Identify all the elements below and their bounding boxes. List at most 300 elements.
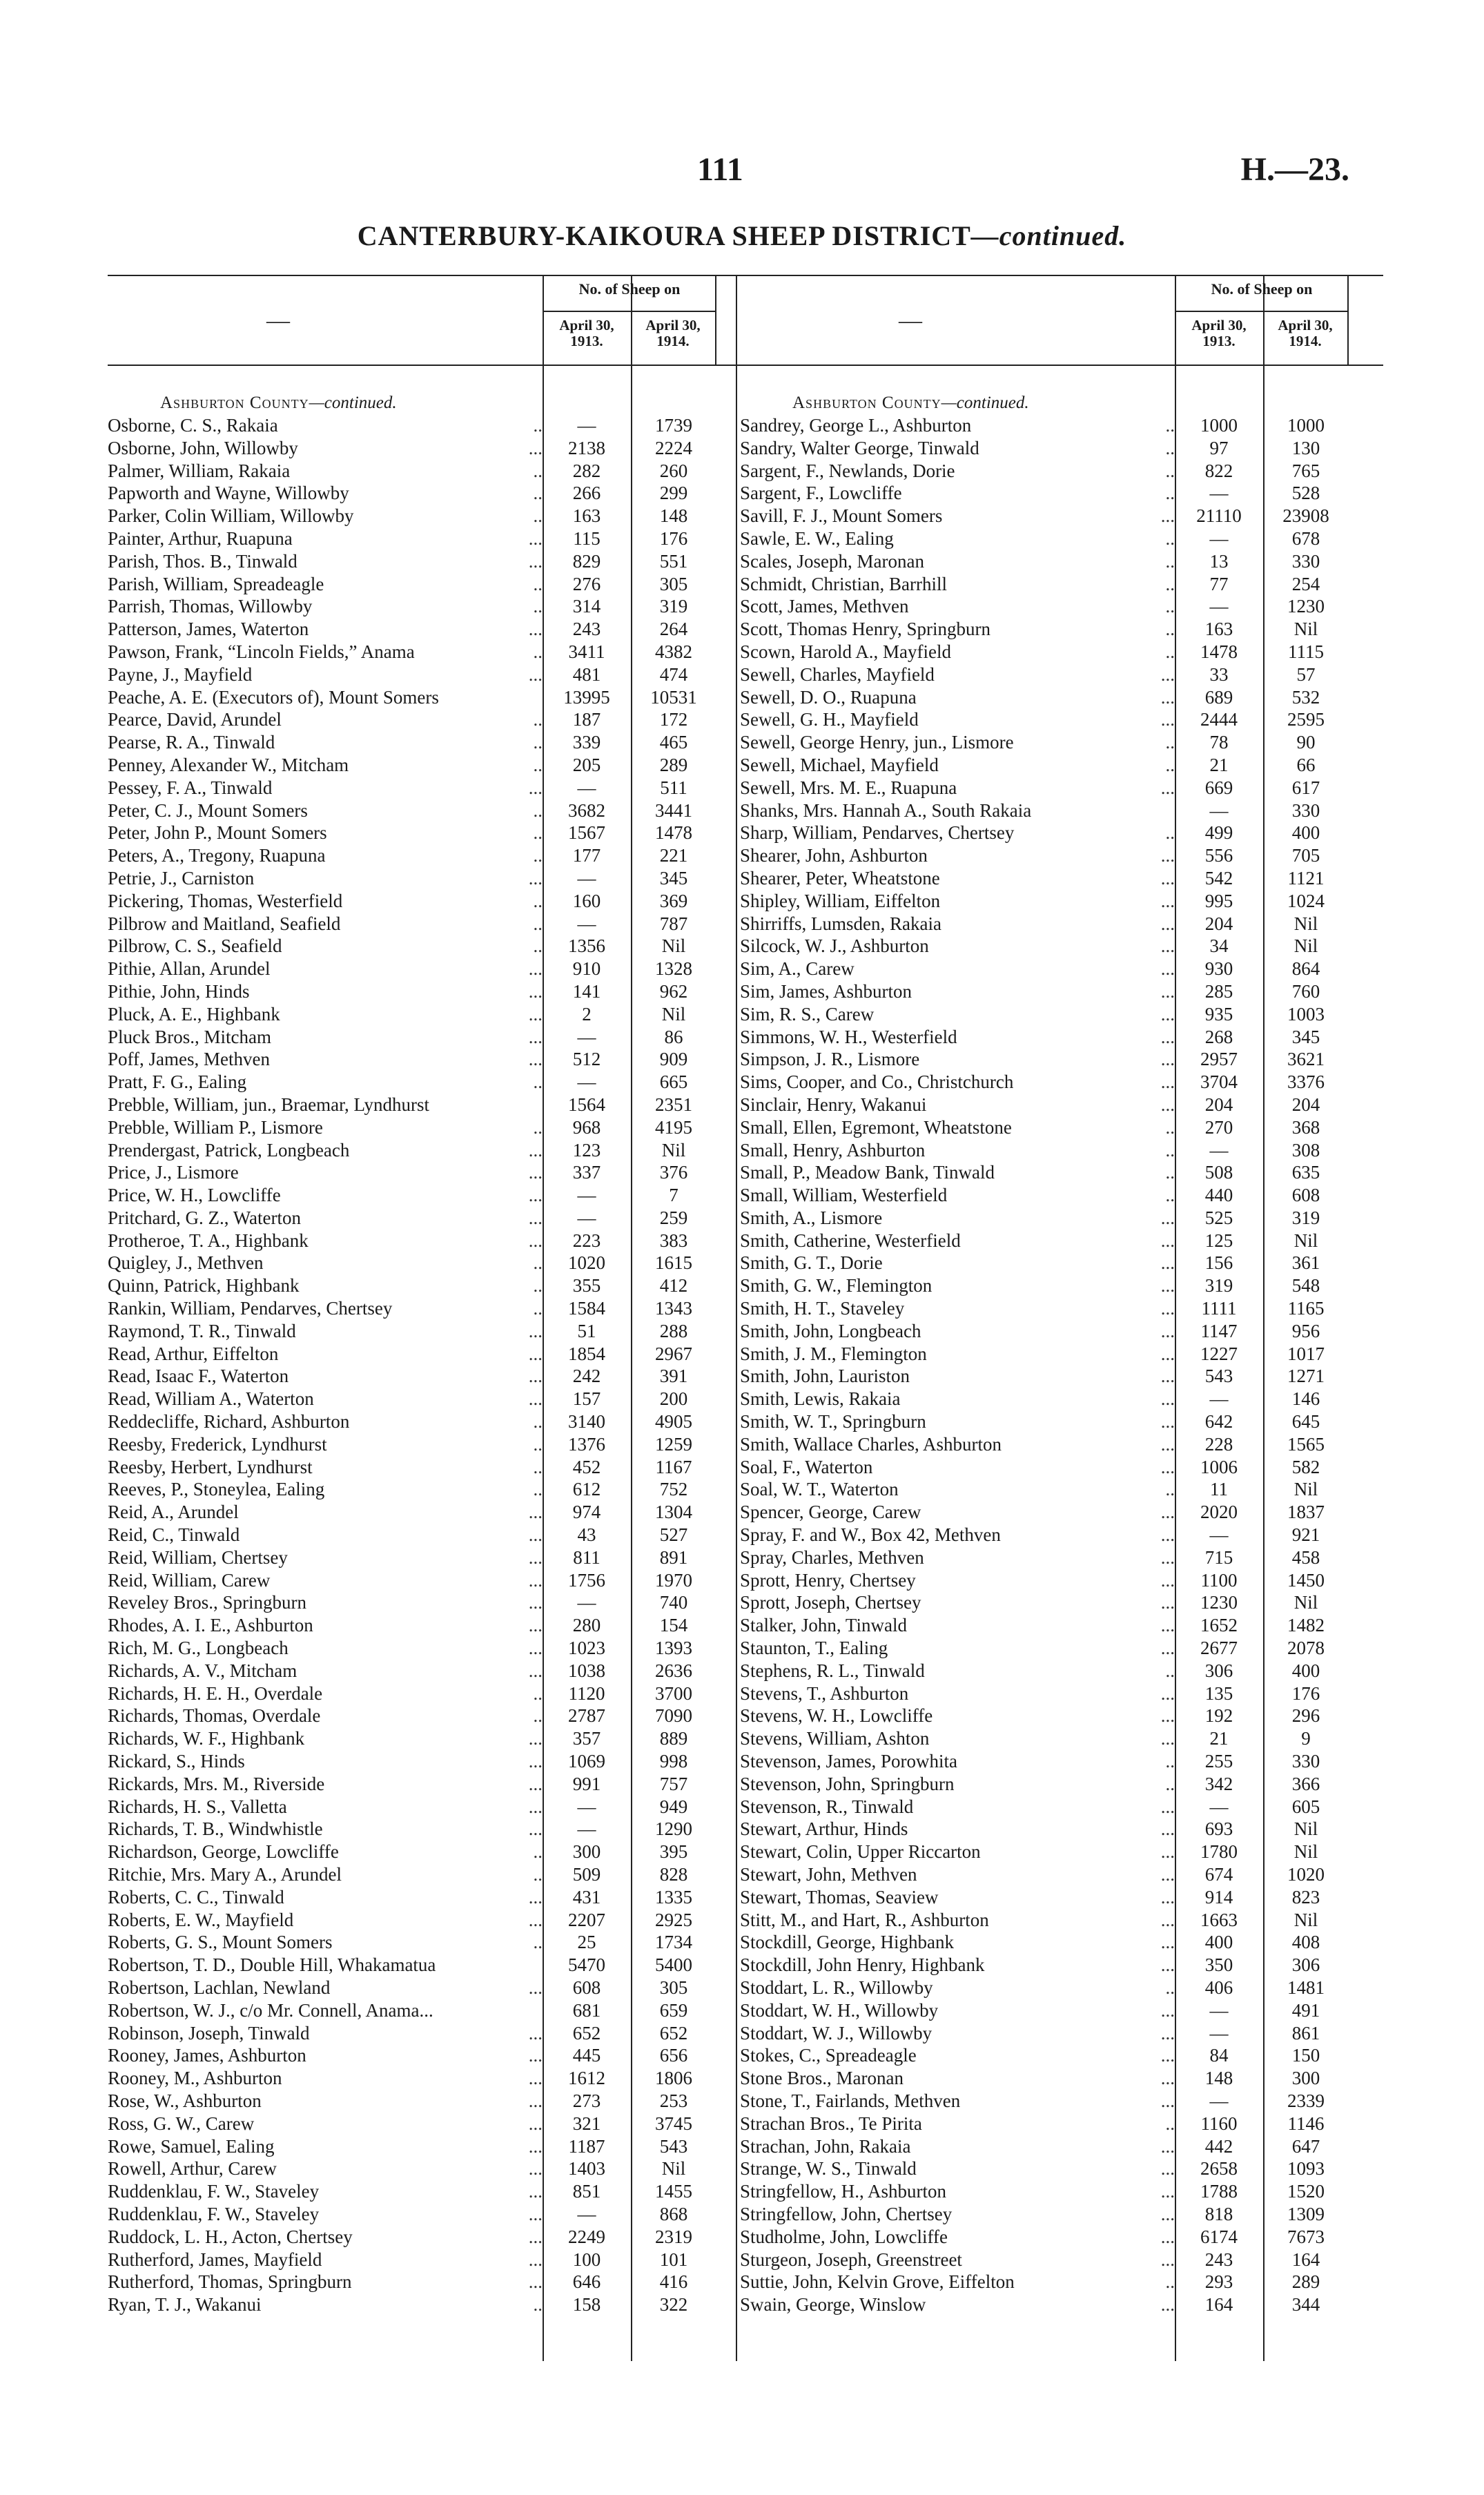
sheep-1914: 1271 <box>1287 1366 1325 1387</box>
owner-name: Simpson, J. R., Lismore <box>740 1049 920 1070</box>
sheep-1913: 512 <box>572 1049 601 1070</box>
table-row <box>108 1230 751 1252</box>
table-row <box>108 1682 751 1705</box>
leader-dots: ... <box>1160 1909 1175 1930</box>
table-row <box>108 1274 751 1297</box>
sheep-1914: 259 <box>659 1207 688 1228</box>
sheep-1914: 656 <box>659 2045 688 2066</box>
sheep-1913: 612 <box>572 1479 601 1500</box>
leader-dots: ... <box>1160 1524 1175 1546</box>
table-row <box>108 2067 751 2090</box>
owner-name: Petrie, J., Carniston <box>108 867 255 889</box>
table-row <box>740 1909 1383 1932</box>
sheep-1913: 851 <box>572 2181 601 2202</box>
sheep-1914: 491 <box>1291 1999 1320 2021</box>
sheep-1913: 319 <box>1204 1275 1233 1297</box>
sheep-1914: 608 <box>1291 1185 1320 1206</box>
sheep-1914: 4195 <box>655 1116 692 1138</box>
sheep-1913: 1000 <box>1200 415 1238 436</box>
owner-name: Quigley, J., Methven <box>108 1252 264 1274</box>
table-row <box>108 2022 751 2045</box>
owner-name: Stevens, William, Ashton <box>740 1728 930 1749</box>
leader-dots: .. <box>1165 1977 1175 1998</box>
owner-name: Stewart, John, Methven <box>740 1864 917 1885</box>
leader-dots: ... <box>1160 2294 1175 2316</box>
sheep-1914: 2967 <box>655 1343 692 1364</box>
leader-dots: ... <box>1160 2203 1175 2224</box>
sheep-1914: 322 <box>659 2294 688 2316</box>
owner-name: Peters, A., Tregony, Ruapuna <box>108 845 326 866</box>
sheep-1913: 157 <box>572 1388 601 1410</box>
table-row <box>740 1591 1383 1614</box>
leader-dots: ... <box>1160 1638 1175 1659</box>
owner-name: Osborne, C. S., Rakaia <box>108 415 278 436</box>
sheep-1914: 1393 <box>655 1638 692 1659</box>
leader-dots: ... <box>1160 2135 1175 2157</box>
sheep-1914: 319 <box>659 596 688 617</box>
leader-dots: .. <box>1165 2113 1175 2134</box>
sheep-1914: 665 <box>659 1071 688 1093</box>
owner-name: Sargent, F., Newlands, Dorie <box>740 460 955 481</box>
sheep-1913: 2138 <box>568 437 605 458</box>
sheep-1913: 243 <box>572 619 601 640</box>
table-row <box>108 2113 751 2135</box>
sheep-1914: 319 <box>1291 1207 1320 1228</box>
leader-dots: ... <box>528 527 543 549</box>
owner-name: Sinclair, Henry, Wakanui <box>740 1094 927 1115</box>
sheep-1914: 1165 <box>1287 1298 1325 1319</box>
table-row <box>108 1116 751 1139</box>
table-row <box>108 1184 751 1207</box>
sheep-1914: 330 <box>1291 799 1320 821</box>
table-row <box>740 1750 1383 1773</box>
table-row <box>108 754 751 777</box>
header-col-1913: April 30, 1913. <box>559 317 614 349</box>
sheep-1914: Nil <box>1293 619 1318 640</box>
table-row <box>108 1478 751 1501</box>
table-row <box>108 1343 751 1366</box>
owner-name: Raymond, T. R., Tinwald <box>108 1320 296 1341</box>
owner-name: Reid, William, Chertsey <box>108 1546 288 1568</box>
sheep-1913: 1100 <box>1200 1569 1238 1591</box>
sheep-1914: 7090 <box>655 1705 692 1727</box>
sheep-1914: 400 <box>1291 822 1320 844</box>
sheep-1913: 357 <box>572 1728 601 1749</box>
sheep-1913: 1756 <box>568 1569 605 1591</box>
leader-dots: .. <box>533 505 543 527</box>
sheep-1914: 511 <box>660 777 687 798</box>
leader-dots: ... <box>1160 1615 1175 1636</box>
sheep-1913: 100 <box>572 2249 601 2270</box>
sheep-1913: 51 <box>577 1320 596 1341</box>
leader-dots: .. <box>1165 2271 1175 2293</box>
sheep-1914: 253 <box>659 2090 688 2111</box>
owner-name: Suttie, John, Kelvin Grove, Eiffelton <box>740 2271 1015 2293</box>
sheep-1913: — <box>1209 2090 1229 2111</box>
sheep-1913: — <box>577 1796 596 1817</box>
leader-dots: .. <box>1165 460 1175 481</box>
owner-name: Rowe, Samuel, Ealing <box>108 2135 275 2157</box>
owner-name: Parish, William, Spreadeagle <box>108 573 324 594</box>
sheep-1913: 350 <box>1204 1954 1233 1976</box>
owner-name: Pluck Bros., Mitcham <box>108 1026 271 1047</box>
owner-name: Richards, A. V., Mitcham <box>108 1660 297 1681</box>
table-row <box>108 1365 751 1388</box>
leader-dots: .. <box>533 1275 543 1297</box>
owner-name: Stringfellow, H., Ashburton <box>740 2181 946 2202</box>
owner-name: Sim, R. S., Carew <box>740 1003 875 1025</box>
sheep-1914: 2078 <box>1287 1638 1325 1659</box>
sheep-1913: 822 <box>1204 460 1233 481</box>
owner-name: Sewell, G. H., Mayfield <box>740 709 919 730</box>
sheep-1914: 264 <box>659 619 688 640</box>
sheep-1914: Nil <box>661 1003 686 1025</box>
table-row <box>740 867 1383 890</box>
sheep-1914: 949 <box>659 1796 688 1817</box>
sheep-1913: 995 <box>1204 890 1233 911</box>
sheep-1914: 956 <box>1291 1320 1320 1341</box>
table-row <box>740 1297 1383 1320</box>
sheep-1914: 635 <box>1291 1162 1320 1183</box>
owner-name: Sewell, Michael, Mayfield <box>740 754 939 775</box>
leader-dots: ... <box>1160 1682 1175 1704</box>
owner-name: Reesby, Frederick, Lyndhurst <box>108 1433 327 1455</box>
owner-name: Sim, James, Ashburton <box>740 980 912 1002</box>
sheep-1914: 408 <box>1291 1932 1320 1953</box>
sheep-1914: 1481 <box>1287 1977 1325 1998</box>
table-row <box>108 1207 751 1230</box>
sheep-1913: — <box>577 867 596 889</box>
table-row <box>740 1320 1383 1343</box>
table-row <box>740 1433 1383 1456</box>
leader-dots: ... <box>1160 2226 1175 2247</box>
sheep-1914: 150 <box>1291 2045 1320 2066</box>
leader-dots: ... <box>1160 2181 1175 2202</box>
leader-dots: ... <box>1160 1230 1175 1251</box>
table-row <box>740 799 1383 822</box>
sheep-1913: 646 <box>572 2271 601 2293</box>
table-row <box>740 686 1383 709</box>
sheep-1914: 86 <box>664 1026 683 1047</box>
leader-dots: ... <box>528 1049 543 1070</box>
sheep-1913: 266 <box>572 483 601 504</box>
table-row <box>740 482 1383 505</box>
owner-name: Small, Henry, Ashburton <box>740 1139 926 1161</box>
owner-name: Reid, A., Arundel <box>108 1502 239 1523</box>
leader-dots: ... <box>528 1728 543 1749</box>
table-row <box>740 1727 1383 1750</box>
sheep-1913: 268 <box>1204 1026 1233 1047</box>
leader-dots: .. <box>533 890 543 911</box>
leader-dots: ... <box>1160 1343 1175 1364</box>
sheep-1913: 276 <box>572 573 601 594</box>
table-row <box>740 1410 1383 1433</box>
leader-dots: .. <box>1165 754 1175 775</box>
owner-name: Parker, Colin William, Willowby <box>108 505 354 527</box>
owner-name: Read, Isaac F., Waterton <box>108 1366 289 1387</box>
table-row <box>108 1139 751 1162</box>
leader-dots: ... <box>1160 1705 1175 1727</box>
sheep-1914: 582 <box>1291 1456 1320 1477</box>
leader-dots: ... <box>528 2090 543 2111</box>
sheep-1914: 305 <box>659 573 688 594</box>
owner-name: Smith, Catherine, Westerfield <box>740 1230 961 1251</box>
sheep-1914: 3376 <box>1287 1071 1325 1093</box>
table-row <box>740 1705 1383 1727</box>
leader-dots: ... <box>528 1139 543 1161</box>
leader-dots: .. <box>1165 732 1175 753</box>
table-row <box>108 1705 751 1727</box>
leader-dots: .. <box>1165 1162 1175 1183</box>
table-row <box>108 2090 751 2113</box>
owner-name: Sewell, George Henry, jun., Lismore <box>740 732 1014 753</box>
table-row <box>740 1365 1383 1388</box>
table-row <box>108 1410 751 1433</box>
sheep-1914: 787 <box>659 913 688 934</box>
leader-dots: ... <box>528 777 543 798</box>
leader-dots: ... <box>528 867 543 889</box>
table-row <box>740 1071 1383 1094</box>
leader-dots: ... <box>528 1818 543 1840</box>
sheep-1914: 57 <box>1296 663 1316 685</box>
sheep-1913: 2957 <box>1200 1049 1238 1070</box>
table-row <box>108 1546 751 1569</box>
sheep-1913: 2677 <box>1200 1638 1238 1659</box>
table-row <box>108 573 751 596</box>
leader-dots: ... <box>528 1320 543 1341</box>
leader-dots: ... <box>528 1660 543 1681</box>
sheep-1914: 527 <box>659 1524 688 1546</box>
owner-name: Parish, Thos. B., Tinwald <box>108 550 297 572</box>
sheep-1914: 1290 <box>655 1818 692 1840</box>
sheep-1914: 391 <box>659 1366 688 1387</box>
table-row <box>740 2090 1383 2113</box>
sheep-1914: 458 <box>1291 1546 1320 1568</box>
owner-name: Stevenson, R., Tinwald <box>740 1796 914 1817</box>
owner-name: Scown, Harold A., Mayfield <box>740 641 951 662</box>
sheep-1913: 43 <box>577 1524 596 1546</box>
leader-dots: .. <box>533 483 543 504</box>
owner-name: Reeves, P., Stoneylea, Ealing <box>108 1479 325 1500</box>
leader-dots: .. <box>1165 822 1175 844</box>
sheep-1913: — <box>1209 2022 1229 2043</box>
leader-dots: ... <box>1160 1049 1175 1070</box>
sheep-1913: 282 <box>572 460 601 481</box>
leader-dots: ... <box>528 1751 543 1772</box>
leader-dots: ... <box>1160 1932 1175 1953</box>
sheep-1913: 11 <box>1210 1479 1228 1500</box>
owner-name: Spencer, George, Carew <box>740 1502 921 1523</box>
table-row <box>740 1478 1383 1501</box>
table-row <box>108 1727 751 1750</box>
sheep-1913: 1663 <box>1200 1909 1238 1930</box>
leader-dots: ... <box>1160 1298 1175 1319</box>
table-row <box>108 2157 751 2180</box>
table-row <box>108 913 751 935</box>
sheep-1913: 13995 <box>563 686 610 708</box>
sheep-1914: 299 <box>659 483 688 504</box>
owner-name: Stevenson, James, Porowhita <box>740 1751 957 1772</box>
leader-dots: ... <box>528 1546 543 1568</box>
leader-dots: ... <box>1160 1094 1175 1115</box>
sheep-1914: 2339 <box>1287 2090 1325 2111</box>
owner-name: Smith, G. W., Flemington <box>740 1275 933 1297</box>
owner-name: Smith, J. M., Flemington <box>740 1343 927 1364</box>
sheep-1914: 2595 <box>1287 709 1325 730</box>
table-row <box>740 1954 1383 1977</box>
sheep-1914: 164 <box>1291 2249 1320 2270</box>
table-row <box>108 1003 751 1026</box>
sheep-1913: — <box>577 1026 596 1047</box>
sheep-1914: 345 <box>1291 1026 1320 1047</box>
sheep-1914: 1343 <box>655 1298 692 1319</box>
sheep-1913: 481 <box>572 663 601 685</box>
table-row <box>108 550 751 573</box>
owner-name: Ruddenklau, F. W., Staveley <box>108 2203 320 2224</box>
leader-dots: .. <box>533 845 543 866</box>
owner-name: Protheroe, T. A., Highbank <box>108 1230 309 1251</box>
sheep-1914: 4382 <box>655 641 692 662</box>
owner-name: Spray, Charles, Methven <box>740 1546 924 1568</box>
sheep-1914: 1121 <box>1287 867 1325 889</box>
owner-name: Smith, John, Lauriston <box>740 1366 910 1387</box>
leader-dots: ... <box>528 1615 543 1636</box>
leader-dots: ... <box>1160 1071 1175 1093</box>
sheep-1914: 705 <box>1291 845 1320 866</box>
leader-dots: .. <box>1165 573 1175 594</box>
owner-name: Staunton, T., Ealing <box>740 1638 888 1659</box>
owner-name: Robertson, Lachlan, Newland <box>108 1977 331 1998</box>
leader-dots: ... <box>1160 2045 1175 2066</box>
leader-dots: ... <box>528 1592 543 1613</box>
leader-dots: .. <box>533 1298 543 1319</box>
table-row <box>740 2180 1383 2203</box>
table-row <box>108 1954 751 1977</box>
owner-name: Smith, Lewis, Rakaia <box>740 1388 901 1410</box>
leader-dots: ... <box>1160 980 1175 1002</box>
sheep-1913: 141 <box>572 980 601 1002</box>
owner-name: Stockdill, George, Highbank <box>740 1932 954 1953</box>
sheep-1914: 921 <box>1291 1524 1320 1546</box>
table-row <box>740 460 1383 483</box>
leader-dots: ... <box>1160 1388 1175 1410</box>
table-row <box>740 1637 1383 1660</box>
sheep-1914: 300 <box>1291 2068 1320 2089</box>
leader-dots: .. <box>533 822 543 844</box>
sheep-1913: 991 <box>572 1773 601 1794</box>
leader-dots: .. <box>533 1252 543 1274</box>
leader-dots: ... <box>1160 935 1175 957</box>
sheep-1914: 361 <box>1291 1252 1320 1274</box>
leader-dots: ... <box>528 1502 543 1523</box>
table-row <box>108 1931 751 1954</box>
owner-name: Sargent, F., Lowcliffe <box>740 483 902 504</box>
sheep-1914: 10531 <box>650 686 697 708</box>
leader-dots: .. <box>533 1116 543 1138</box>
table-row <box>740 935 1383 958</box>
sheep-1914: 548 <box>1291 1275 1320 1297</box>
owner-name: Pluck, A. E., Highbank <box>108 1003 280 1025</box>
table-row <box>108 1614 751 1637</box>
table-row <box>108 663 751 686</box>
sheep-1913: 337 <box>572 1162 601 1183</box>
sheep-1914: 176 <box>1291 1682 1320 1704</box>
table-row <box>108 777 751 799</box>
sheep-1914: 306 <box>1291 1954 1320 1976</box>
owner-name: Strachan Bros., Te Pirita <box>740 2113 922 2134</box>
table-row <box>740 1546 1383 1569</box>
table-row <box>108 482 751 505</box>
sheep-1914: 998 <box>659 1751 688 1772</box>
leader-dots: ... <box>528 958 543 980</box>
table-row <box>740 1863 1383 1886</box>
sheep-1913: 1780 <box>1200 1841 1238 1863</box>
sheep-1914: 617 <box>1291 777 1320 798</box>
owner-name: Stalker, John, Tinwald <box>740 1615 907 1636</box>
sheep-1914: 647 <box>1291 2135 1320 2157</box>
sheep-1914: 366 <box>1291 1773 1320 1794</box>
table-row <box>108 1297 751 1320</box>
table-row <box>108 2249 751 2271</box>
sheep-1913: 2787 <box>568 1705 605 1727</box>
leader-dots: .. <box>533 1841 543 1863</box>
leader-dots: .. <box>533 1456 543 1477</box>
sheep-1913: 1584 <box>568 1298 605 1319</box>
leader-dots: ... <box>528 980 543 1002</box>
owner-name: Papworth and Wayne, Willowby <box>108 483 349 504</box>
sheep-1914: 5400 <box>655 1954 692 1976</box>
sheep-1914: 1020 <box>1287 1864 1325 1885</box>
table-row <box>108 1863 751 1886</box>
leader-dots: ... <box>528 1162 543 1183</box>
table-row <box>108 2203 751 2226</box>
sheep-1914: 861 <box>1291 2022 1320 2043</box>
left-rows <box>108 392 751 2316</box>
sheep-1914: 823 <box>1291 1886 1320 1907</box>
sheep-1914: 678 <box>1291 527 1320 549</box>
sheep-1913: — <box>577 1207 596 1228</box>
sheep-1913: 2207 <box>568 1909 605 1930</box>
owner-name: Stewart, Arthur, Hinds <box>740 1818 908 1840</box>
owner-name: Sandry, Walter George, Tinwald <box>740 437 979 458</box>
sheep-1914: 1309 <box>1287 2203 1325 2224</box>
table-row <box>108 2044 751 2067</box>
sheep-1913: 499 <box>1204 822 1233 844</box>
owner-name: Sewell, Charles, Mayfield <box>740 663 935 685</box>
table-row <box>740 1094 1383 1116</box>
owner-name: Rhodes, A. I. E., Ashburton <box>108 1615 313 1636</box>
sheep-1913: — <box>577 1185 596 1206</box>
sheep-1913: — <box>577 777 596 798</box>
leader-dots: .. <box>1165 550 1175 572</box>
owner-name: Soal, W. T., Waterton <box>740 1479 899 1500</box>
sheep-1914: 645 <box>1291 1411 1320 1433</box>
sheep-1913: 192 <box>1204 1705 1233 1727</box>
table-row <box>108 1161 751 1184</box>
owner-name: Robinson, Joseph, Tinwald <box>108 2022 310 2043</box>
sheep-1914: 1482 <box>1287 1615 1325 1636</box>
sheep-1914: 204 <box>1291 1094 1320 1115</box>
owner-name: Ryan, T. J., Wakanui <box>108 2294 262 2316</box>
table-row <box>108 1048 751 1071</box>
sheep-1913: 148 <box>1204 2068 1233 2089</box>
leader-dots: ... <box>1160 1456 1175 1477</box>
leader-dots: .. <box>533 1864 543 1885</box>
sheep-1914: 1478 <box>655 822 692 844</box>
sheep-1914: 330 <box>1291 550 1320 572</box>
sheep-1914: 3621 <box>1287 1049 1325 1070</box>
owner-name: Shirriffs, Lumsden, Rakaia <box>740 913 941 934</box>
